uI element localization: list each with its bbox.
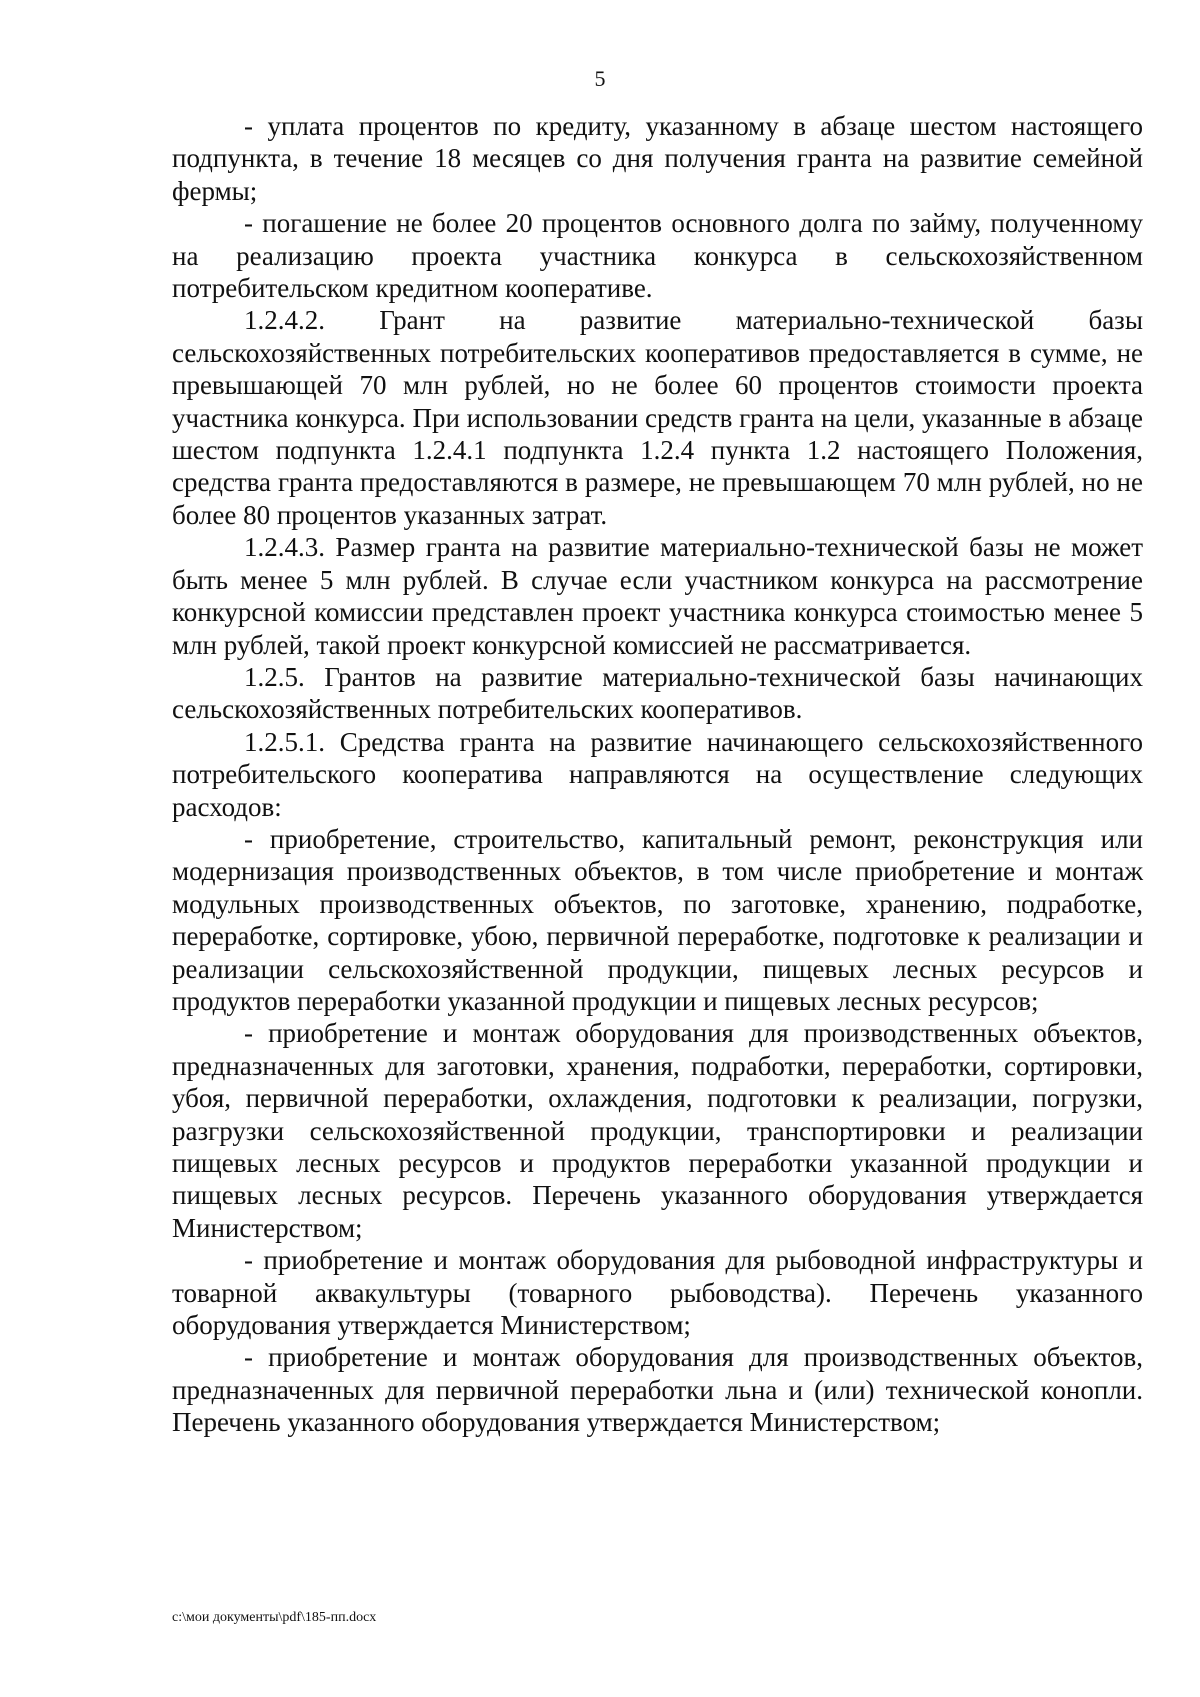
paragraph-1-2-4-2: 1.2.4.2. Грант на развитие материально-технической базы сельскохозяйственных потребительских кооперативов предоставляется в сумме, не превышающей 70 млн рублей, но не более 60 процентов стоимости проекта участника конкурса. При использовании средств гранта на цели, указанные в абзаце шестом подпункта 1.2.4.1 подпункта 1.2.4 пункта 1.2 настоящего Положения, средства гранта предоставляются в размере, не превышающем 70 млн рублей, но не более 80 процентов указанных затрат.	[172, 305, 1143, 530]
paragraph-equipment-aquaculture: - приобретение и монтаж оборудования для рыбоводной инфраструктуры и товарной аквакультуры (товарного рыбоводства). Перечень указанного оборудования утверждается Министерством;	[172, 1245, 1143, 1341]
paragraph-objects-acquisition: - приобретение, строительство, капитальный ремонт, реконструкция или модернизация производственных объектов, в том числе приобретение и монтаж модульных производственных объектов, по заготовке, хранению, подработке, переработке, сортировке, убою, первичной переработке, подготовке к реализации и реализации сельскохозяйственной продукции, пищевых лесных ресурсов и продуктов переработки указанной продукции и пищевых лесных ресурсов;	[172, 823, 1143, 1016]
footer-file-path: c:\мои документы\pdf\185-пп.docx	[172, 1610, 377, 1625]
paragraph-1-2-5: 1.2.5. Грантов на развитие материально-технической базы начинающих сельскохозяйственных потребительских кооперативов.	[172, 661, 1143, 725]
paragraph-equipment-production: - приобретение и монтаж оборудования для производственных объектов, предназначенных для заготовки, хранения, подработки, переработки, сортировки, убоя, первичной переработки, охлаждения, подготовки к реализации, погрузки, разгрузки сельскохозяйственной продукции, транспортировки и реализации пищевых лесных ресурсов и продуктов переработки указанной продукции и пищевых лесных ресурсов. Перечень указанного оборудования утверждается Министерством;	[172, 1018, 1143, 1243]
paragraph-equipment-flax: - приобретение и монтаж оборудования для производственных объектов, предназначенных для первичной переработки льна и (или) технической конопли. Перечень указанного оборудования утверждается Министерством;	[172, 1342, 1143, 1438]
paragraph-1-2-4-3: 1.2.4.3. Размер гранта на развитие материально-технической базы не может быть менее 5 млн рублей. В случае если участником конкурса на рассмотрение конкурсной комиссии представлен проект участника конкурса стоимостью менее 5 млн рублей, такой проект конкурсной комиссией не рассматривается.	[172, 532, 1143, 660]
document-body	[172, 110, 1143, 1439]
paragraph-interest-payment: - уплата процентов по кредиту, указанному в абзаце шестом настоящего подпункта, в течение 18 месяцев со дня получения гранта на развитие семейной фермы;	[172, 111, 1143, 206]
page-number: 5	[594, 66, 606, 91]
paragraph-loan-repayment: - погашение не более 20 процентов основного долга по займу, полученному на реализацию проекта участника конкурса в сельскохозяйственном потребительском кредитном кооперативе.	[172, 208, 1143, 304]
paragraph-1-2-5-1: 1.2.5.1. Средства гранта на развитие начинающего сельскохозяйственного потребительского кооператива направляются на осуществление следующих расходов:	[172, 726, 1143, 822]
